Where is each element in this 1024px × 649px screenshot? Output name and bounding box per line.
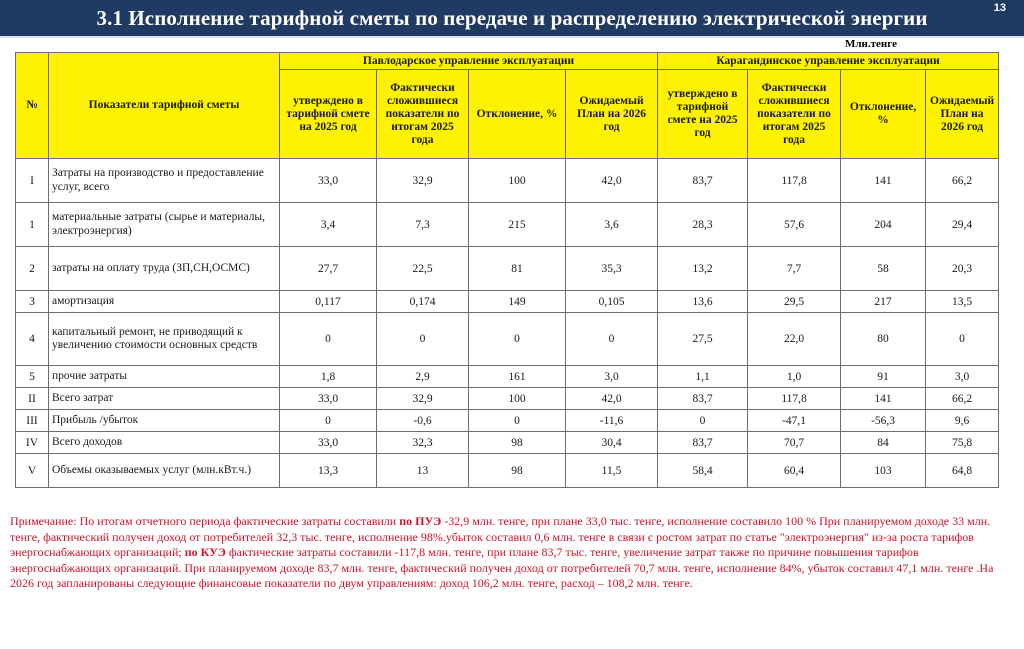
row-name-cell: капитальный ремонт, не приводящий к увеличению стоимости основных средств [49,313,280,366]
value-cell-pavlodar: 0 [566,313,658,366]
row-num-cell: III [16,410,49,432]
value-cell-pavlodar: 0,105 [566,291,658,313]
value-cell-karaganda: 83,7 [658,388,748,410]
row-name-cell: материальные затраты (сырье и материалы, электроэнергия) [49,203,280,247]
value-cell-karaganda: 217 [841,291,926,313]
value-cell-karaganda: 0 [926,313,999,366]
note-bold-pue: по ПУЭ [399,514,442,528]
value-cell-karaganda: 66,2 [926,159,999,203]
value-cell-pavlodar: 81 [469,247,566,291]
value-cell-karaganda: 57,6 [748,203,841,247]
value-cell-pavlodar: 32,9 [377,388,469,410]
row-name-cell: Всего доходов [49,432,280,454]
value-cell-pavlodar: 161 [469,366,566,388]
value-cell-pavlodar: 0 [469,410,566,432]
value-cell-pavlodar: 0 [469,313,566,366]
value-cell-pavlodar: 0,117 [280,291,377,313]
value-cell-karaganda: 13,5 [926,291,999,313]
value-cell-pavlodar: 0 [280,410,377,432]
value-cell-pavlodar: 98 [469,432,566,454]
value-cell-pavlodar: 30,4 [566,432,658,454]
slide-number: 13 [993,2,1006,14]
value-cell-karaganda: 64,8 [926,454,999,488]
value-cell-pavlodar: 32,3 [377,432,469,454]
value-cell-pavlodar: 1,8 [280,366,377,388]
value-cell-pavlodar: 42,0 [566,388,658,410]
column-header-p-deviation: Отклонение, % [469,70,566,159]
value-cell-karaganda: 0 [658,410,748,432]
value-cell-pavlodar: 35,3 [566,247,658,291]
value-cell-karaganda: 29,5 [748,291,841,313]
table-row [16,388,999,410]
group-header-pavlodar: Павлодарское управление эксплуатации [280,53,658,70]
value-cell-pavlodar: 22,5 [377,247,469,291]
value-cell-pavlodar: 33,0 [280,388,377,410]
row-name-cell: затраты на оплату труда (ЗП,СН,ОСМС) [49,247,280,291]
note-part-1: Примечание: По итогам отчетного периода фактические затраты составили [10,514,400,528]
header-row-groups [16,53,999,70]
value-cell-pavlodar: 3,0 [566,366,658,388]
note-part-2: -32,9 млн. тенге, при плане 33,0 тыс. тенге, исполнение составило 100 % При планируемом доходе 33 млн. тенге, фактический получен доход от потребителей 32,3 тыс. тенге, исполнение 98%.убыток составил 0,6 млн. тенге в связи с ростом затрат по статье "электроэнергия" из-за роста тарифов энергоснабжающих организаций; [10,514,991,559]
row-name-cell: прочие затраты [49,366,280,388]
value-cell-pavlodar: 98 [469,454,566,488]
page-title: 3.1 Исполнение тарифной сметы по передаче и распределению электрической энергии [96,6,928,30]
value-cell-karaganda: 58,4 [658,454,748,488]
value-cell-karaganda: 91 [841,366,926,388]
value-cell-pavlodar: 32,9 [377,159,469,203]
value-cell-karaganda: 22,0 [748,313,841,366]
table-row [16,159,999,203]
value-cell-pavlodar: 3,6 [566,203,658,247]
value-cell-karaganda: 117,8 [748,159,841,203]
value-cell-pavlodar: 33,0 [280,432,377,454]
column-header-indicator: Показатели тарифной сметы [49,53,280,159]
column-header-k-deviation: Отклонение, % [841,70,926,159]
value-cell-karaganda: 141 [841,388,926,410]
row-name-cell: Всего затрат [49,388,280,410]
row-name-cell: Затраты на производство и предоставление услуг, всего [49,159,280,203]
row-num-cell: I [16,159,49,203]
table-row [16,366,999,388]
value-cell-karaganda: -47,1 [748,410,841,432]
table-row [16,203,999,247]
value-cell-karaganda: 58 [841,247,926,291]
value-cell-pavlodar: 149 [469,291,566,313]
value-cell-karaganda: 75,8 [926,432,999,454]
row-num-cell: 4 [16,313,49,366]
row-name-cell: амортизация [49,291,280,313]
note-bold-kue: по КУЭ [184,545,226,559]
value-cell-karaganda: 3,0 [926,366,999,388]
row-num-cell: 2 [16,247,49,291]
column-header-num: № [16,53,49,159]
column-header-p-actual: Фактически сложившиеся показатели по итогам 2025 года [377,70,469,159]
table-row [16,291,999,313]
table-row [16,247,999,291]
value-cell-karaganda: 28,3 [658,203,748,247]
row-num-cell: 3 [16,291,49,313]
group-header-karaganda: Карагандинское управление эксплуатации [658,53,999,70]
value-cell-pavlodar: 33,0 [280,159,377,203]
value-cell-pavlodar: 11,5 [566,454,658,488]
table-row [16,313,999,366]
value-cell-karaganda: 80 [841,313,926,366]
value-cell-pavlodar: 100 [469,388,566,410]
value-cell-karaganda: 66,2 [926,388,999,410]
value-cell-pavlodar: 7,3 [377,203,469,247]
column-header-k-approved: утверждено в тарифной смете на 2025 год [658,70,748,159]
column-header-k-plan: Ожидаемый План на 2026 год [926,70,999,159]
row-num-cell: 1 [16,203,49,247]
value-cell-karaganda: 9,6 [926,410,999,432]
value-cell-pavlodar: 13,3 [280,454,377,488]
value-cell-karaganda: 84 [841,432,926,454]
value-cell-karaganda: 83,7 [658,159,748,203]
row-num-cell: 5 [16,366,49,388]
unit-label: Млн.тенге [845,38,897,50]
value-cell-karaganda: 20,3 [926,247,999,291]
column-header-p-plan: Ожидаемый План на 2026 год [566,70,658,159]
row-num-cell: IV [16,432,49,454]
table-row [16,410,999,432]
row-name-cell: Прибыль /убыток [49,410,280,432]
value-cell-pavlodar: 100 [469,159,566,203]
value-cell-pavlodar: 13 [377,454,469,488]
value-cell-karaganda: 29,4 [926,203,999,247]
value-cell-pavlodar: 0 [377,313,469,366]
note-part-3: фактические затраты составили -117,8 млн. тенге, при плане 83,7 тыс. тенге, увеличение затрат также по причине повышения тарифов энергоснабжающих организаций. При планируемом доходе 83,7 млн. тенге, фактический получен доход от потребителей 70,7 млн. тенге, исполнение 84%, убыток составил 47,1 млн. тенге .На 2026 год запланированы следующие финансовые показатели по двум управлениям: доход 106,2 млн. тенге, расход – 108,2 млн. тенге. [10,545,994,590]
tariff-estimate-table [15,52,999,488]
title-bar [0,0,1024,38]
value-cell-karaganda: 141 [841,159,926,203]
value-cell-karaganda: 13,6 [658,291,748,313]
value-cell-karaganda: 117,8 [748,388,841,410]
note-text [10,514,1010,592]
value-cell-karaganda: 83,7 [658,432,748,454]
value-cell-karaganda: 7,7 [748,247,841,291]
table-row [16,432,999,454]
value-cell-pavlodar: 3,4 [280,203,377,247]
value-cell-pavlodar: 42,0 [566,159,658,203]
value-cell-pavlodar: -0,6 [377,410,469,432]
value-cell-karaganda: 70,7 [748,432,841,454]
value-cell-pavlodar: 2,9 [377,366,469,388]
table-row [16,454,999,488]
value-cell-karaganda: 204 [841,203,926,247]
value-cell-pavlodar: 0 [280,313,377,366]
row-num-cell: V [16,454,49,488]
value-cell-karaganda: 27,5 [658,313,748,366]
value-cell-pavlodar: 0,174 [377,291,469,313]
value-cell-karaganda: 1,1 [658,366,748,388]
column-header-k-actual: Фактически сложившиеся показатели по итогам 2025 года [748,70,841,159]
value-cell-karaganda: 13,2 [658,247,748,291]
column-header-p-approved: утверждено в тарифной смете на 2025 год [280,70,377,159]
value-cell-karaganda: -56,3 [841,410,926,432]
value-cell-pavlodar: 27,7 [280,247,377,291]
row-name-cell: Объемы оказываемых услуг (млн.кВт.ч.) [49,454,280,488]
value-cell-karaganda: 60,4 [748,454,841,488]
value-cell-pavlodar: -11,6 [566,410,658,432]
row-num-cell: II [16,388,49,410]
value-cell-karaganda: 1,0 [748,366,841,388]
value-cell-karaganda: 103 [841,454,926,488]
value-cell-pavlodar: 215 [469,203,566,247]
